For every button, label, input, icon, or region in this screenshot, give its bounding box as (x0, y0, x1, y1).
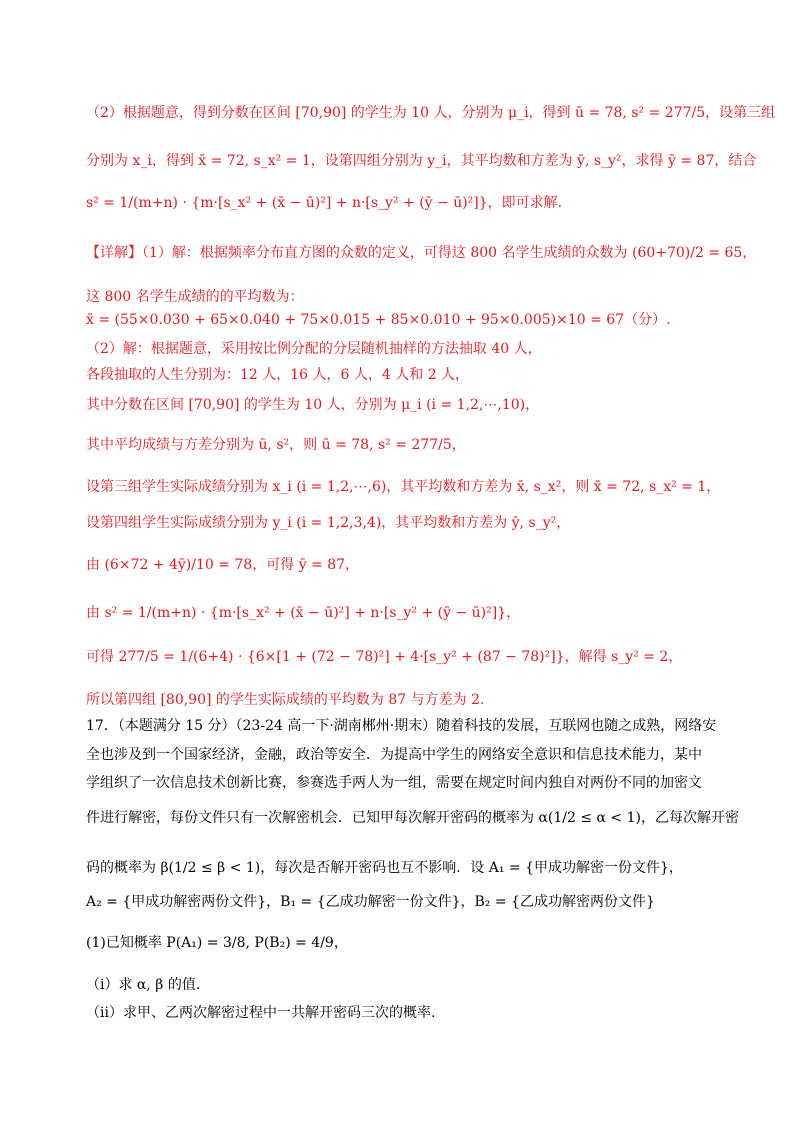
text-line: 【详解】（1）解：根据频率分布直方图的众数的定义，可得这 800 名学生成绩的众数为 (60+70)/2 = 65， (86, 245, 757, 261)
problem-text: 件进行解密，每份文件只有一次解密机会．已知甲每次解开密码的概率为 α(1/2 ≤ α < 1)，乙每次解开密 (86, 810, 739, 826)
problem-text: 17．（本题满分 15 分）（23-24 高一下·湖南郴州·期末）随着科技的发展，互联网也随之成熟，网络安 (86, 718, 717, 734)
text-line: 由 s² = 1/(m+n) · {m·[s_x² + (x̄ − ū)²] + n·[s_y² + (ȳ − ū)²]}， (86, 605, 521, 621)
text-line: 各段抽取的人生分别为：12 人，16 人，6 人，4 人和 2 人， (86, 367, 470, 383)
problem-text: A₂ = {甲成功解密两份文件}，B₁ = {乙成功解密一份文件}，B₂ = {乙成功解密两份文件} (86, 894, 655, 910)
text-line: 所以第四组 [80,90] 的学生实际成绩的平均数为 87 与方差为 2. (86, 692, 485, 708)
problem-text: 学组织了一次信息技术创新比赛，参赛选手两人为一组，需要在规定时间内独自对两份不同的加密文 (86, 775, 702, 791)
problem-text: (1)已知概率 P(A₁) = 3/8, P(B₂) = 4/9， (86, 935, 348, 951)
text-line: 这 800 名学生成绩的的平均数为： (86, 289, 304, 305)
problem-text: 码的概率为 β(1/2 ≤ β < 1)，每次是否解开密码也互不影响．设 A₁ = {甲成功解密一份文件}， (86, 860, 683, 876)
text-line: 设第三组学生实际成绩分别为 x_i (i = 1,2,⋯,6)，其平均数和方差为 x̄, s_x²，则 x̄ = 72, s_x² = 1， (86, 479, 721, 495)
text-line: x̄ = (55×0.030 + 65×0.040 + 75×0.015 + 85×0.010 + 95×0.005)×10 = 67（分）. (86, 312, 671, 328)
problem-text: （i）求 α, β 的值. (86, 977, 201, 993)
problem-text: 全也涉及到一个国家经济，金融，政治等安全．为提高中学生的网络安全意识和信息技术能力，某中 (86, 747, 702, 763)
text-line: 分别为 x_i，得到 x̄ = 72, s_x² = 1，设第四组分别为 y_i，其平均数和方差为 ȳ, s_y²，求得 ȳ = 87，结合 (86, 153, 757, 169)
problem-text: （ii）求甲、乙两次解密过程中一共解开密码三次的概率. (86, 1005, 436, 1021)
text-line: s² = 1/(m+n) · {m·[s_x² + (x̄ − ū)²] + n·[s_y² + (ȳ − ū)²]}，即可求解. (86, 195, 563, 211)
text-line: 其中分数在区间 [70,90] 的学生为 10 人，分别为 μ_i (i = 1,2,⋯,10)， (86, 397, 540, 413)
text-line: 设第四组学生实际成绩分别为 y_i (i = 1,2,3,4)，其平均数和方差为 ȳ, s_y²， (86, 515, 571, 531)
text-line: （2）根据题意，得到分数在区间 [70,90] 的学生为 10 人，分别为 μ_i，得到 ū = 78, s² = 277/5，设第三组 (86, 105, 776, 121)
text-line: 可得 277/5 = 1/(6+4) · {6×[1 + (72 − 78)²] + 4·[s_y² + (87 − 78)²]}，解得 s_y² = 2， (86, 649, 683, 665)
text-line: （2）解：根据题意，采用按比例分配的分层随机抽样的方法抽取 40 人， (86, 341, 542, 357)
text-line: 其中平均成绩与方差分别为 ū, s²，则 ū = 78, s² = 277/5， (86, 437, 466, 453)
text-line: 由 (6×72 + 4ȳ)/10 = 78，可得 ȳ = 87， (86, 557, 360, 573)
